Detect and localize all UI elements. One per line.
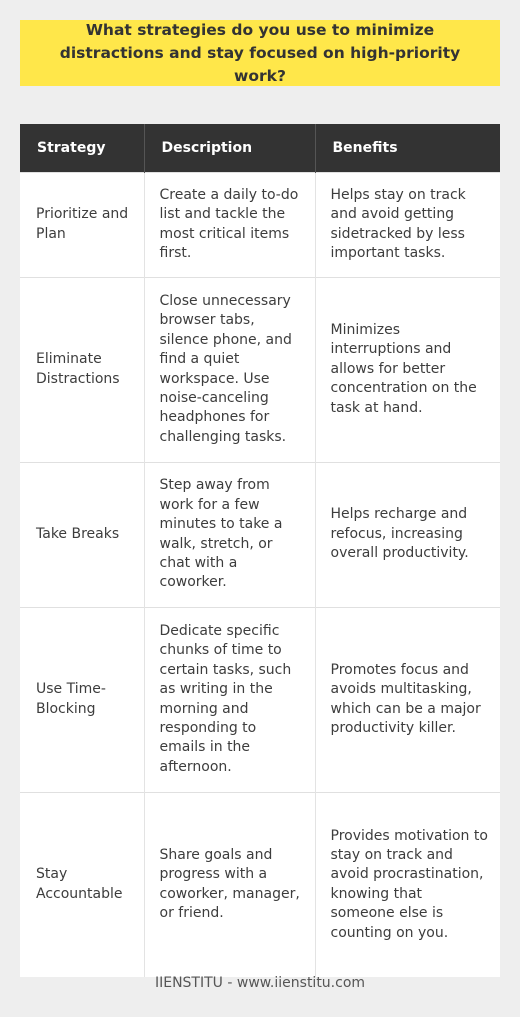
table-header-row	[20, 124, 500, 172]
footer-credit: IIENSTITU - www.iienstitu.com	[154, 975, 366, 991]
strategy-cell: Use Time-Blocking	[20, 607, 144, 792]
benefits-cell: Provides motivation to stay on track and avoid procrastination, knowing that someone else is counting on you.	[315, 792, 500, 977]
header-benefits: Benefits	[315, 124, 500, 172]
table-row	[20, 462, 500, 607]
strategy-table	[20, 124, 500, 977]
table-row	[20, 172, 500, 277]
description-cell: Dedicate specific chunks of time to certain tasks, such as writing in the morning and responding to emails in the afternoon.	[144, 607, 315, 792]
strategy-cell: Eliminate Distractions	[20, 277, 144, 462]
description-cell: Share goals and progress with a coworker, manager, or friend.	[144, 792, 315, 977]
strategy-cell: Stay Accountable	[20, 792, 144, 977]
strategy-cell: Take Breaks	[20, 462, 144, 607]
benefits-cell: Helps stay on track and avoid getting sidetracked by less important tasks.	[315, 172, 500, 277]
table-row	[20, 277, 500, 462]
table-body	[20, 172, 500, 977]
table-row	[20, 607, 500, 792]
question-banner	[20, 20, 500, 86]
strategy-table-container	[20, 124, 500, 977]
description-cell: Close unnecessary browser tabs, silence phone, and find a quiet workspace. Use noise-canceling headphones for challenging tasks.	[144, 277, 315, 462]
header-description: Description	[144, 124, 315, 172]
description-cell: Step away from work for a few minutes to take a walk, stretch, or chat with a coworker.	[144, 462, 315, 607]
benefits-cell: Promotes focus and avoids multitasking, which can be a major productivity killer.	[315, 607, 500, 792]
table-row	[20, 792, 500, 977]
benefits-cell: Minimizes interruptions and allows for better concentration on the task at hand.	[315, 277, 500, 462]
strategy-cell: Prioritize and Plan	[20, 172, 144, 277]
header-strategy: Strategy	[20, 124, 144, 172]
description-cell: Create a daily to-do list and tackle the most critical items first.	[144, 172, 315, 277]
question-text: What strategies do you use to minimize distractions and stay focused on high-priority work?	[59, 20, 461, 85]
table-header	[20, 124, 500, 172]
benefits-cell: Helps recharge and refocus, increasing overall productivity.	[315, 462, 500, 607]
